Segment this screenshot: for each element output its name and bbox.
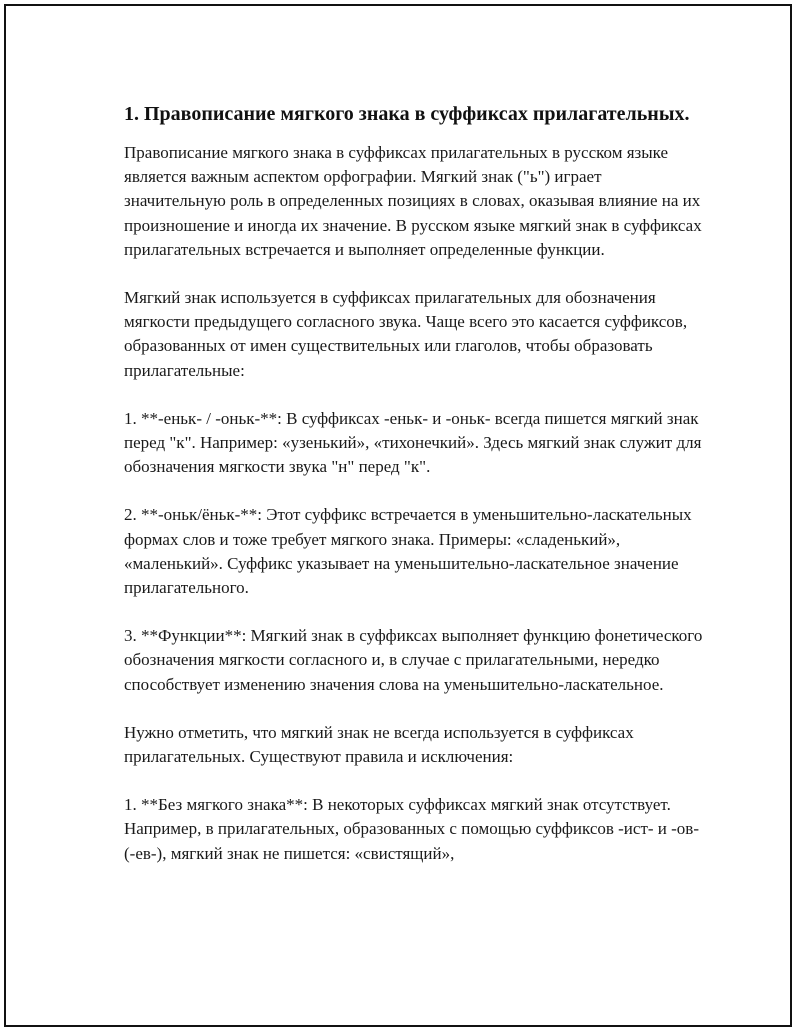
paragraph-rule-2: 2. **-оньк/ёньк-**: Этот суффикс встречается в уменьшительно-ласкательных формах слов и тоже требует мягкого знака. Примеры: «сладенький», «маленький». Суффикс указывает на уменьшительно-ласкательное значение прилагательного. [124,505,692,598]
paragraph-usage: Мягкий знак используется в суффиксах прилагательных для обозначения мягкости предыдущего согласного звука. Чаще всего это касается суффиксов, образованных от имен существительных или глаголов, чтобы образовать прилагательные: [124,288,688,380]
paragraph-exceptions-intro: Нужно отметить, что мягкий знак не всегда используется в суффиксах прилагательных. Существуют правила и исключения: [124,722,634,767]
page-frame [4,4,792,1027]
section-heading: 1. Правописание мягкого знака в суффиксах прилагательных. [124,103,690,125]
paragraph-rule-1: 1. **-еньк- / -оньк-**: В суффиксах -еньк- и -оньк- всегда пишется мягкий знак перед "к". Например: «узенький», «тихонечкий». Здесь мягкий знак служит для обозначения мягкости звука "н" перед "к". [124,408,702,477]
paragraph-exception-1: 1. **Без мягкого знака**: В некоторых суффиксах мягкий знак отсутствует. Например, в прилагательных, образованных с помощью суффиксов -ист- и -ов- (-ев-), мягкий знак не пишется: «свистящий», [124,795,699,863]
document-body [124,101,704,890]
paragraph-intro: Правописание мягкого знака в суффиксах прилагательных в русском языке является важным аспектом орфографии. Мягкий знак ("ь") играет значительную роль в определенных позициях в словах, оказывая влияние на их произношение и иногда их значение. В русском языке мягкий знак в суффиксах прилагательных встречается и выполняет определенные функции. [124,143,702,259]
paragraph-rule-3: 3. **Функции**: Мягкий знак в суффиксах выполняет функцию фонетического обозначения мягкости согласного и, в случае с прилагательными, нередко способствует изменению значения слова на уменьшительно-ласкательное. [124,626,703,694]
